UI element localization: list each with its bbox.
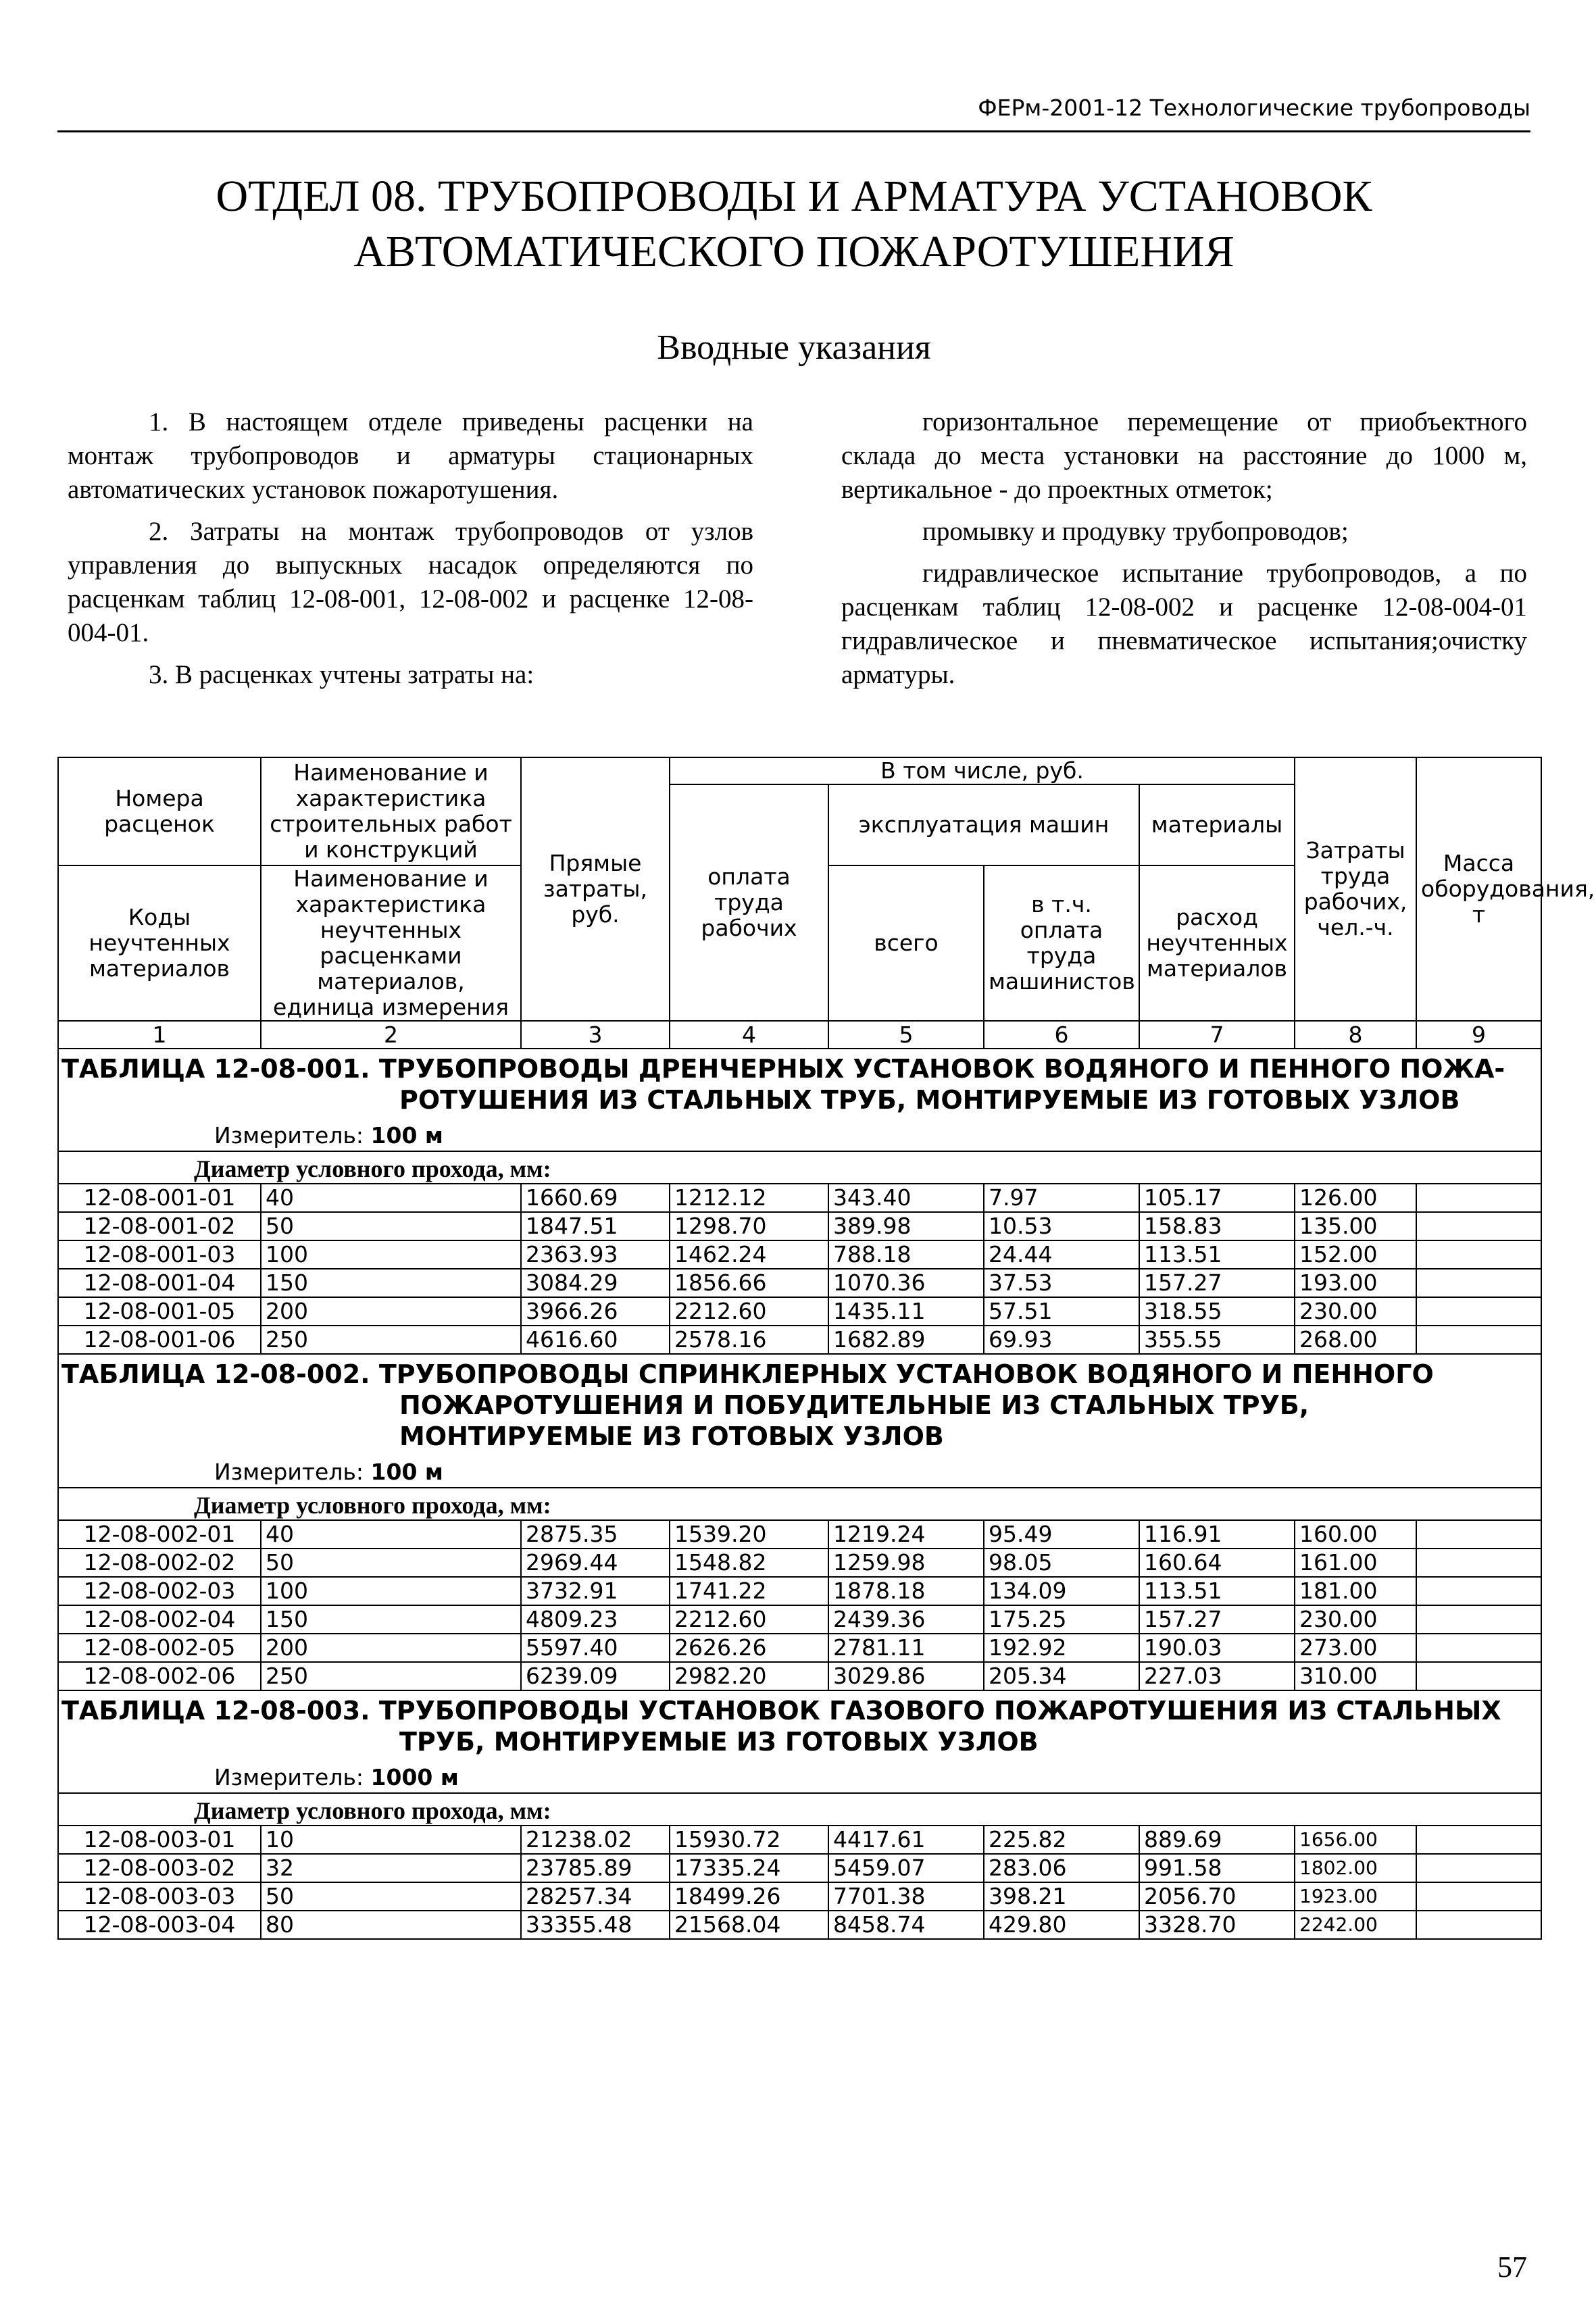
table-row [58, 1297, 1541, 1326]
table-cell: 1435.11 [828, 1297, 984, 1326]
intro-paragraph: 2. Затраты на монтаж трубопроводов от узлов управления до выпускных насадок определяются по расценкам таблиц 12-08-001, 12-08-002 и расценке 12-08-004-01. [68, 517, 753, 647]
table-title [58, 1690, 1541, 1761]
column-number: 8 [1295, 1021, 1416, 1049]
table-cell [1416, 1326, 1541, 1354]
measurer-label: Измеритель: [214, 1763, 364, 1790]
table-cell: 150 [261, 1269, 521, 1297]
table-cell: 69.93 [984, 1326, 1139, 1354]
table-row [58, 1634, 1541, 1662]
column-number: 3 [521, 1021, 670, 1049]
table-cell: 152.00 [1295, 1240, 1416, 1269]
table-cell: 389.98 [828, 1212, 984, 1240]
table-cell: 12-08-002-03 [58, 1577, 261, 1605]
table-row [58, 1184, 1541, 1212]
intro-right-column [841, 405, 1527, 700]
table-cell: 190.03 [1139, 1634, 1295, 1662]
column-number: 2 [261, 1021, 521, 1049]
table-cell: 21238.02 [521, 1826, 670, 1854]
table-cell: 28257.34 [521, 1882, 670, 1911]
table-cell: 126.00 [1295, 1184, 1416, 1212]
header-rule [57, 130, 1530, 132]
table-cell: 12-08-001-06 [58, 1326, 261, 1354]
column-number: 1 [58, 1021, 261, 1049]
table-cell: 15930.72 [670, 1826, 828, 1854]
table-cell: 318.55 [1139, 1297, 1295, 1326]
table-cell: 5459.07 [828, 1854, 984, 1882]
table-cell: 6239.09 [521, 1662, 670, 1690]
table-cell: 283.06 [984, 1854, 1139, 1882]
table-cell: 355.55 [1139, 1326, 1295, 1354]
table-cell: 17335.24 [670, 1854, 828, 1882]
table-cell: 200 [261, 1297, 521, 1326]
table-cell: 2212.60 [670, 1605, 828, 1634]
intro-paragraph: горизонтальное перемещение от приобъектного склада до места установки на расстояние до 1000 м, вертикальное - до проектных отметок; [841, 407, 1527, 504]
table-cell: 8458.74 [828, 1911, 984, 1939]
col-head-including: В том числе, руб. [670, 757, 1295, 784]
table-cell: 95.49 [984, 1520, 1139, 1549]
table-cell: 2056.70 [1139, 1882, 1295, 1911]
table-cell: 3328.70 [1139, 1911, 1295, 1939]
table-cell: 12-08-003-01 [58, 1826, 261, 1854]
section-title [57, 169, 1530, 280]
section-title-line2: АВТОМАТИЧЕСКОГО ПОЖАРОТУШЕНИЯ [353, 227, 1235, 276]
table-cell: 21568.04 [670, 1911, 828, 1939]
table-cell: 50 [261, 1549, 521, 1577]
col-head-equipment-mass: Масса оборудования, т [1416, 757, 1541, 1021]
table-cell: 12-08-003-02 [58, 1854, 261, 1882]
table-cell: 7.97 [984, 1184, 1139, 1212]
table-row [58, 1326, 1541, 1354]
table-cell: 429.80 [984, 1911, 1139, 1939]
table-row [58, 1520, 1541, 1549]
col-head-labor-hours: Затраты труда рабочих, чел.-ч. [1295, 757, 1416, 1021]
table-cell: 135.00 [1295, 1212, 1416, 1240]
measurer [58, 1456, 1541, 1488]
table-cell: 80 [261, 1911, 521, 1939]
table-cell: 268.00 [1295, 1326, 1416, 1354]
table-cell: 18499.26 [670, 1882, 828, 1911]
table-cell: 3732.91 [521, 1577, 670, 1605]
table-cell: 161.00 [1295, 1549, 1416, 1577]
table-cell: 3029.86 [828, 1662, 984, 1690]
page-number: 57 [1497, 2250, 1527, 2284]
table-row [58, 1212, 1541, 1240]
table-cell: 7701.38 [828, 1882, 984, 1911]
table-cell: 5597.40 [521, 1634, 670, 1662]
table-title-line1: ТАБЛИЦА 12-08-002. ТРУБОПРОВОДЫ СПРИНКЛЕРНЫХ УСТАНОВОК ВОДЯНОГО И ПЕННОГО [61, 1359, 1434, 1389]
table-row [58, 1240, 1541, 1269]
table-cell: 2626.26 [670, 1634, 828, 1662]
table-cell: 1923.00 [1295, 1882, 1416, 1911]
table-cell: 12-08-001-03 [58, 1240, 261, 1269]
table-title-line2: РОТУШЕНИЯ ИЗ СТАЛЬНЫХ ТРУБ, МОНТИРУЕМЫЕ ИЗ ГОТОВЫХ УЗЛОВ [399, 1085, 1460, 1115]
col-head-machines: эксплуатация машин [828, 784, 1139, 865]
col-head-materials: материалы [1139, 784, 1295, 865]
table-cell: 343.40 [828, 1184, 984, 1212]
table-cell: 4616.60 [521, 1326, 670, 1354]
table-cell: 250 [261, 1326, 521, 1354]
table-cell: 250 [261, 1662, 521, 1690]
table-cell [1416, 1911, 1541, 1939]
table-cell: 12-08-001-01 [58, 1184, 261, 1212]
table-cell: 157.27 [1139, 1269, 1295, 1297]
col-head-material-name: Наименование и характеристика неучтенных расценками материалов, единица измерения [261, 865, 521, 1021]
table-row [58, 1605, 1541, 1634]
table-row [58, 1854, 1541, 1882]
table-cell: 12-08-003-04 [58, 1911, 261, 1939]
table-cell: 12-08-002-04 [58, 1605, 261, 1634]
table-cell [1416, 1662, 1541, 1690]
table-cell: 33355.48 [521, 1911, 670, 1939]
col-head-material-codes: Коды неучтенных материалов [58, 865, 261, 1021]
table-cell: 4417.61 [828, 1826, 984, 1854]
intro-left-column [68, 405, 753, 700]
intro-paragraph: 3. В расценках учтены затраты на: [149, 660, 534, 689]
rates-table [57, 757, 1595, 1940]
col-head-work-name: Наименование и характеристика строительных работ и конструкций [261, 757, 521, 865]
table-title [58, 1354, 1541, 1456]
table-cell: 12-08-002-02 [58, 1549, 261, 1577]
table-cell: 193.00 [1295, 1269, 1416, 1297]
column-number: 7 [1139, 1021, 1295, 1049]
table-cell: 1259.98 [828, 1549, 984, 1577]
measurer-label: Измеритель: [214, 1122, 364, 1149]
table-cell: 788.18 [828, 1240, 984, 1269]
measurer-value: 100 м [370, 1122, 443, 1149]
table-cell: 1219.24 [828, 1520, 984, 1549]
column-numbers-row [58, 1021, 1541, 1049]
table-cell: 310.00 [1295, 1662, 1416, 1690]
table-row [58, 1577, 1541, 1605]
table-cell [1416, 1269, 1541, 1297]
table-cell: 2363.93 [521, 1240, 670, 1269]
table-cell: 158.83 [1139, 1212, 1295, 1240]
table-cell: 12-08-001-05 [58, 1297, 261, 1326]
table-cell: 40 [261, 1520, 521, 1549]
column-number: 6 [984, 1021, 1139, 1049]
diameter-label: Диаметр условного прохода, мм: [58, 1151, 1541, 1184]
table-cell [1416, 1634, 1541, 1662]
column-number: 5 [828, 1021, 984, 1049]
table-cell: 98.05 [984, 1549, 1139, 1577]
table-cell: 200 [261, 1634, 521, 1662]
table-cell: 3966.26 [521, 1297, 670, 1326]
measurer-value: 1000 м [370, 1763, 459, 1790]
table-cell: 175.25 [984, 1605, 1139, 1634]
table-cell: 116.91 [1139, 1520, 1295, 1549]
table-cell: 4809.23 [521, 1605, 670, 1634]
table-row [58, 1882, 1541, 1911]
table-cell [1416, 1826, 1541, 1854]
table-cell: 1462.24 [670, 1240, 828, 1269]
table-cell [1416, 1297, 1541, 1326]
col-head-rate-number: Номера расценок [58, 757, 261, 865]
table-cell: 12-08-002-05 [58, 1634, 261, 1662]
table-cell: 2578.16 [670, 1326, 828, 1354]
col-head-operator-pay: в т.ч. оплата труда машинистов [984, 865, 1139, 1021]
intro-paragraph: гидравлическое испытание трубопроводов, а по расценкам таблиц 12-08-002 и расценке 12-08-004-01 гидравлическое и пневматическое испытания;очистку арматуры. [841, 559, 1527, 689]
table-row [58, 1549, 1541, 1577]
table-cell: 105.17 [1139, 1184, 1295, 1212]
table-row [58, 1826, 1541, 1854]
table-cell: 1741.22 [670, 1577, 828, 1605]
table-cell: 230.00 [1295, 1605, 1416, 1634]
intro-paragraph: промывку и продувку трубопроводов; [922, 517, 1349, 546]
table-cell: 1539.20 [670, 1520, 828, 1549]
table-cell: 32 [261, 1854, 521, 1882]
table-cell: 2781.11 [828, 1634, 984, 1662]
col-head-worker-pay: оплата труда рабочих [670, 784, 828, 1021]
table-cell: 160.64 [1139, 1549, 1295, 1577]
table-cell: 2439.36 [828, 1605, 984, 1634]
table-cell: 40 [261, 1184, 521, 1212]
column-number: 4 [670, 1021, 828, 1049]
table-cell: 100 [261, 1577, 521, 1605]
table-cell: 150 [261, 1605, 521, 1634]
table-row [58, 1269, 1541, 1297]
table-cell: 1660.69 [521, 1184, 670, 1212]
table-cell: 227.03 [1139, 1662, 1295, 1690]
intro-heading: Вводные указания [657, 328, 931, 367]
table-cell: 57.51 [984, 1297, 1139, 1326]
table-row [58, 1662, 1541, 1690]
table-cell: 2242.00 [1295, 1911, 1416, 1939]
table-cell: 157.27 [1139, 1605, 1295, 1634]
col-head-machines-total: всего [828, 865, 984, 1021]
table-cell: 1656.00 [1295, 1826, 1416, 1854]
table-cell [1416, 1184, 1541, 1212]
table-cell [1416, 1549, 1541, 1577]
table-cell: 134.09 [984, 1577, 1139, 1605]
col-head-direct-costs: Прямые затраты, руб. [521, 757, 670, 1021]
table-cell: 50 [261, 1882, 521, 1911]
table-cell: 181.00 [1295, 1577, 1416, 1605]
table-cell: 1298.70 [670, 1212, 828, 1240]
table-cell: 1682.89 [828, 1326, 984, 1354]
table-cell: 12-08-003-03 [58, 1882, 261, 1911]
table-cell: 2969.44 [521, 1549, 670, 1577]
table-cell: 12-08-002-01 [58, 1520, 261, 1549]
table-cell: 12-08-001-04 [58, 1269, 261, 1297]
table-cell: 1802.00 [1295, 1854, 1416, 1882]
table-cell: 225.82 [984, 1826, 1139, 1854]
table-cell [1416, 1605, 1541, 1634]
table-cell [1416, 1882, 1541, 1911]
table-cell: 10 [261, 1826, 521, 1854]
table-cell: 23785.89 [521, 1854, 670, 1882]
table-cell: 50 [261, 1212, 521, 1240]
diameter-label: Диаметр условного прохода, мм: [58, 1488, 1541, 1520]
col-head-material-consumption: расход неучтенных материалов [1139, 865, 1295, 1021]
diameter-label: Диаметр условного прохода, мм: [58, 1793, 1541, 1826]
table-cell: 1212.12 [670, 1184, 828, 1212]
table-title-line2: ПОЖАРОТУШЕНИЯ И ПОБУДИТЕЛЬНЫЕ ИЗ СТАЛЬНЫХ ТРУБ, МОНТИРУЕМЫЕ ИЗ ГОТОВЫХ УЗЛОВ [399, 1390, 1310, 1451]
table-cell [1416, 1240, 1541, 1269]
table-cell: 205.34 [984, 1662, 1139, 1690]
table-cell: 12-08-002-06 [58, 1662, 261, 1690]
table-cell: 3084.29 [521, 1269, 670, 1297]
measurer [58, 1761, 1541, 1793]
table-title-line2: ТРУБ, МОНТИРУЕМЫЕ ИЗ ГОТОВЫХ УЗЛОВ [399, 1727, 1039, 1757]
measurer-label: Измеритель: [214, 1458, 364, 1485]
table-cell: 37.53 [984, 1269, 1139, 1297]
table-cell: 991.58 [1139, 1854, 1295, 1882]
table-cell [1416, 1577, 1541, 1605]
table-cell: 113.51 [1139, 1240, 1295, 1269]
section-title-line1: ОТДЕЛ 08. ТРУБОПРОВОДЫ И АРМАТУРА УСТАНОВОК [216, 172, 1372, 221]
table-cell: 113.51 [1139, 1577, 1295, 1605]
table-cell [1416, 1520, 1541, 1549]
running-header: ФЕРм-2001-12 Технологические трубопроводы [978, 95, 1530, 121]
table-cell: 398.21 [984, 1882, 1139, 1911]
table-cell: 24.44 [984, 1240, 1139, 1269]
column-number: 9 [1416, 1021, 1541, 1049]
table-title [58, 1049, 1541, 1120]
table-cell: 2875.35 [521, 1520, 670, 1549]
table-row [58, 1911, 1541, 1939]
table-cell: 230.00 [1295, 1297, 1416, 1326]
table-cell: 1847.51 [521, 1212, 670, 1240]
table-title-line1: ТАБЛИЦА 12-08-003. ТРУБОПРОВОДЫ УСТАНОВОК ГАЗОВОГО ПОЖАРОТУШЕНИЯ ИЗ СТАЛЬНЫХ [61, 1696, 1501, 1726]
measurer [58, 1120, 1541, 1151]
table-cell [1416, 1212, 1541, 1240]
table-cell: 2982.20 [670, 1662, 828, 1690]
table-cell: 2212.60 [670, 1297, 828, 1326]
table-cell: 160.00 [1295, 1520, 1416, 1549]
table-cell [1416, 1854, 1541, 1882]
measurer-value: 100 м [370, 1458, 443, 1485]
table-title-line1: ТАБЛИЦА 12-08-001. ТРУБОПРОВОДЫ ДРЕНЧЕРНЫХ УСТАНОВОК ВОДЯНОГО И ПЕННОГО ПОЖА- [61, 1054, 1505, 1084]
table-cell: 10.53 [984, 1212, 1139, 1240]
table-cell: 100 [261, 1240, 521, 1269]
table-cell: 1548.82 [670, 1549, 828, 1577]
table-cell: 1878.18 [828, 1577, 984, 1605]
table-cell: 1070.36 [828, 1269, 984, 1297]
table-cell: 889.69 [1139, 1826, 1295, 1854]
table-cell: 12-08-001-02 [58, 1212, 261, 1240]
table-cell: 192.92 [984, 1634, 1139, 1662]
table-cell: 273.00 [1295, 1634, 1416, 1662]
intro-paragraph: 1. В настоящем отделе приведены расценки на монтаж трубопроводов и арматуры стационарных автоматических установок пожаротушения. [68, 407, 753, 504]
table-cell: 1856.66 [670, 1269, 828, 1297]
